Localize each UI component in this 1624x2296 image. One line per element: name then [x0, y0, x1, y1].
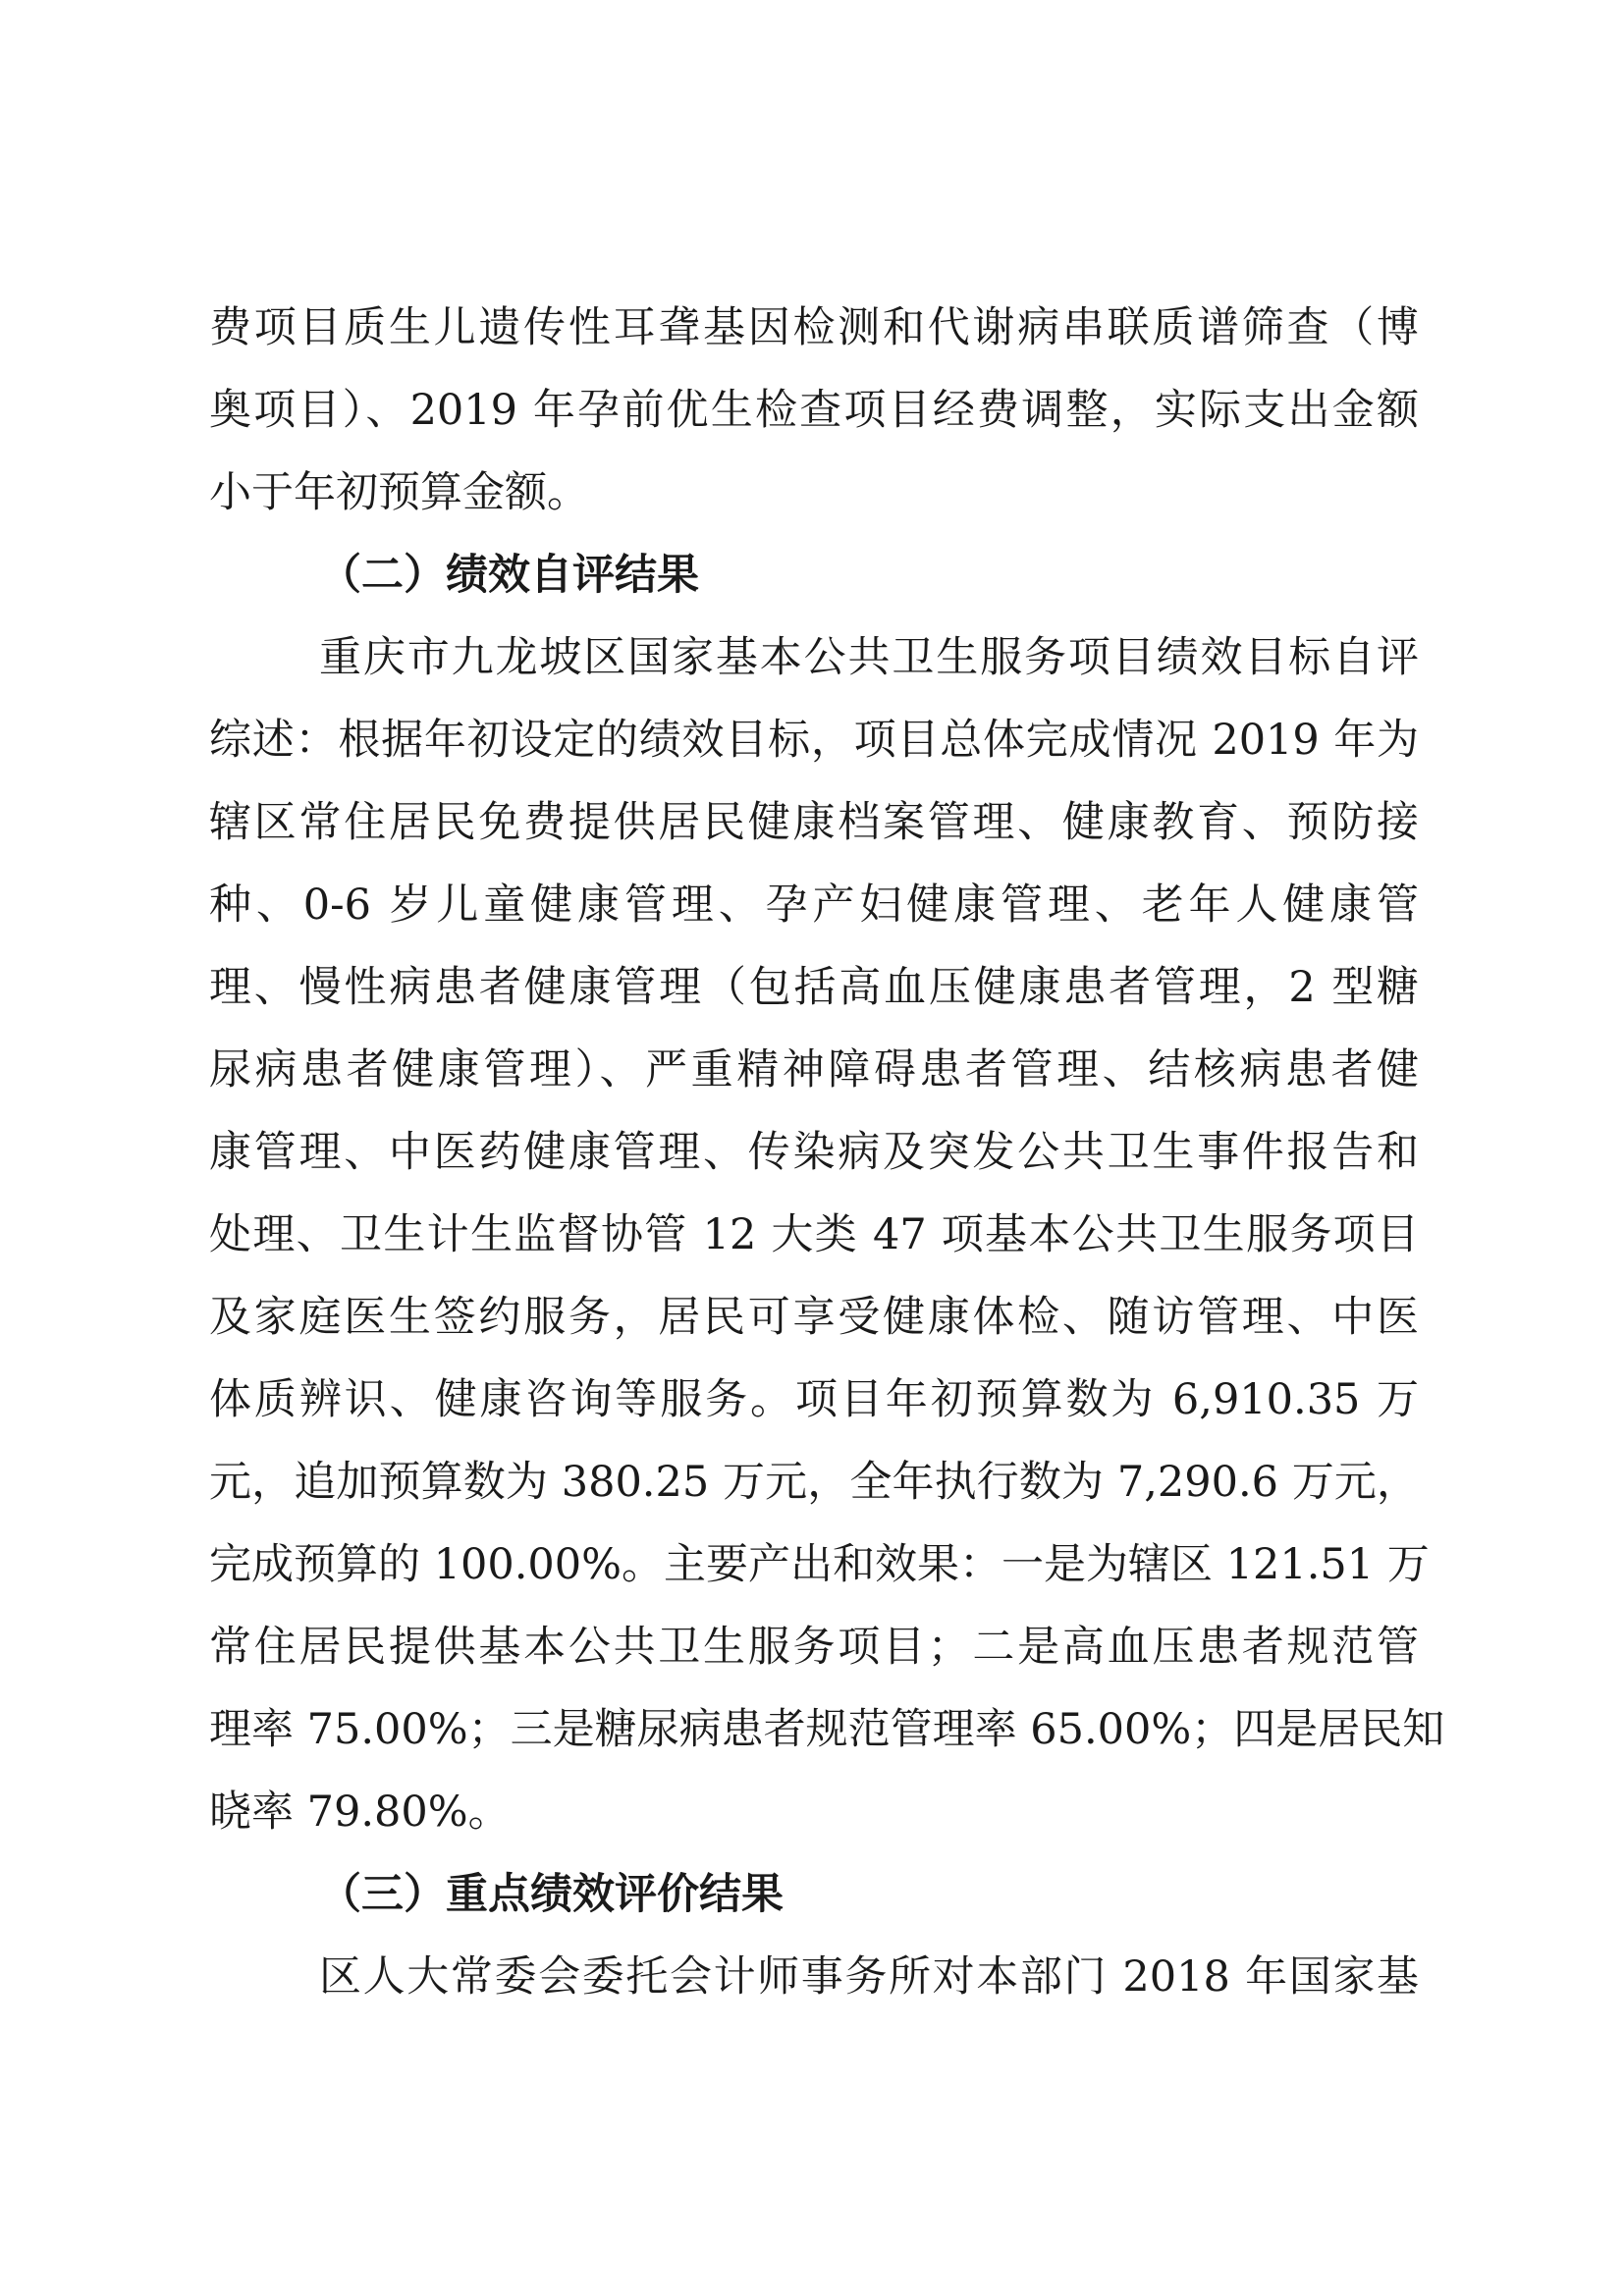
text-line: 康管理、中医药健康管理、传染病及突发公共卫生事件报告和 [209, 1128, 1419, 1177]
text-line: 综述：根据年初设定的绩效目标，项目总体完成情况 2019 年为 [209, 716, 1419, 765]
heading-line: （二）绩效自评结果 [319, 551, 699, 600]
text-line: 种、0-6 岁儿童健康管理、孕产妇健康管理、老年人健康管 [209, 881, 1419, 930]
text-line: 小于年初预算金额。 [209, 468, 589, 517]
paragraph-continuation [209, 287, 1419, 534]
text-line: 理率 75.00%；三是糖尿病患者规范管理率 65.00%；四是居民知 [209, 1705, 1445, 1754]
text-line: 区人大常委会委托会计师事务所对本部门 2018 年国家基 [319, 1952, 1419, 2002]
document-page [209, 287, 1445, 2018]
text-line: 费项目质生儿遗传性耳聋基因检测和代谢病串联质谱筛查（博 [209, 303, 1419, 352]
text-line: 及家庭医生签约服务，居民可享受健康体检、随访管理、中医 [209, 1293, 1419, 1342]
text-line: 晓率 79.80%。 [209, 1788, 511, 1837]
paragraph-key-evaluation [209, 1936, 1419, 2018]
text-line: 常住居民提供基本公共卫生服务项目；二是高血压患者规范管 [209, 1623, 1419, 1672]
section-heading-key-performance-evaluation [209, 1853, 1419, 1936]
text-line: 元，追加预算数为 380.25 万元，全年执行数为 7,290.6 万元， [209, 1458, 1419, 1507]
text-line: 处理、卫生计生监督协管 12 大类 47 项基本公共卫生服务项目 [209, 1210, 1419, 1259]
paragraph-self-evaluation-summary [209, 616, 1445, 1853]
text-line: 理、慢性病患者健康管理（包括高血压健康患者管理，2 型糖 [209, 963, 1419, 1012]
text-line: 完成预算的 100.00%。主要产出和效果：一是为辖区 121.51 万 [209, 1540, 1430, 1589]
section-heading-performance-self-evaluation [209, 534, 1419, 616]
text-line: 重庆市九龙坡区国家基本公共卫生服务项目绩效目标自评 [319, 633, 1419, 682]
heading-line: （三）重点绩效评价结果 [319, 1870, 784, 1919]
text-line: 尿病患者健康管理）、严重精神障碍患者管理、结核病患者健 [209, 1045, 1419, 1095]
text-line: 辖区常住居民免费提供居民健康档案管理、健康教育、预防接 [209, 798, 1419, 847]
text-line: 奥项目）、2019 年孕前优生检查项目经费调整，实际支出金额 [209, 386, 1419, 435]
text-line: 体质辨识、健康咨询等服务。项目年初预算数为 6,910.35 万 [209, 1375, 1419, 1424]
